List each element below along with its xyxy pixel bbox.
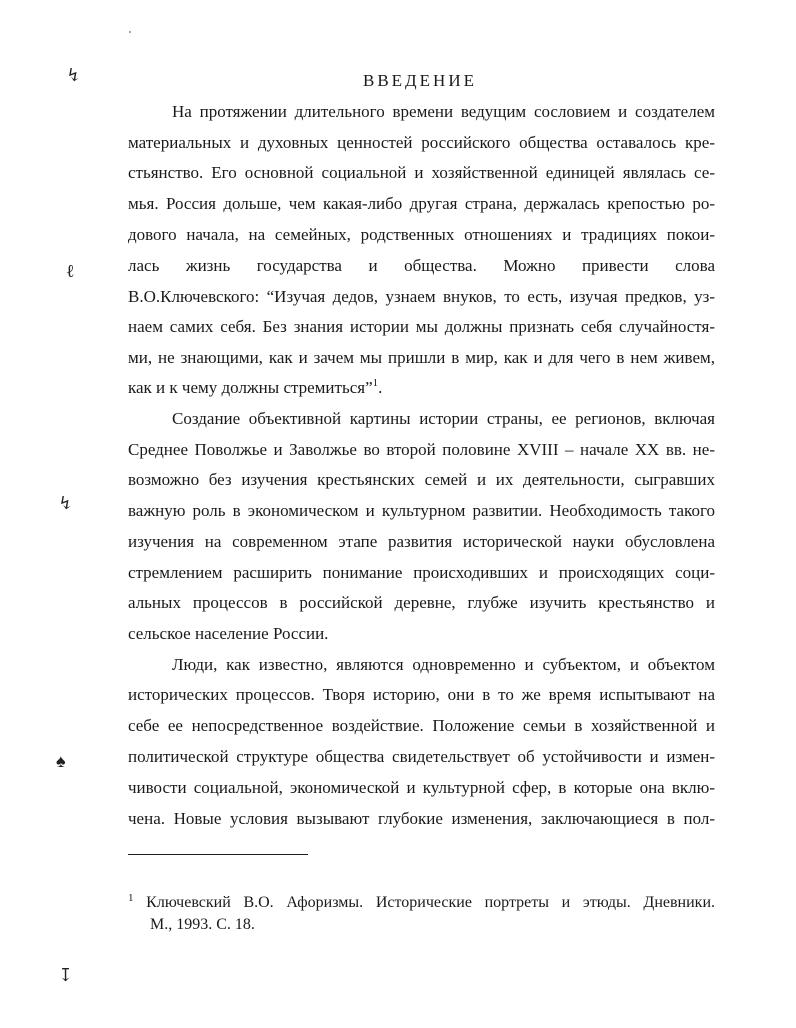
text-line: [128, 377, 382, 399]
margin-mark: ♠: [56, 751, 66, 771]
margin-mark: ↧: [58, 965, 74, 985]
text-line: возможно без изучения крестьянских семей и их деятельности, сыгравших: [128, 470, 715, 489]
text-line: мья. Россия дольше, чем какая-либо другая страна, держалась крепостью ро-: [128, 194, 715, 213]
footnote-text: Ключевский В.О. Афоризмы. Исторические портреты и этюды. Дневники.: [146, 894, 716, 911]
text-line: Люди, как известно, являются одновременно и субъектом, и объектом: [172, 655, 715, 674]
footnote-number: 1: [128, 892, 134, 904]
margin-mark: ↯: [66, 65, 82, 85]
footnote-reference: 1: [372, 377, 379, 389]
text-line: лась жизнь государства и общества. Можно привести слова: [128, 256, 715, 275]
footnote: [128, 893, 715, 913]
text-line: стремлением расширить понимание происходивших и происходящих соци-: [128, 563, 715, 582]
text-line: На протяжении длительного времени ведущим сословием и создателем: [172, 102, 715, 121]
text-line: сельское население России.: [128, 624, 329, 643]
text-line: политической структуре общества свидетельствует об устойчивости и измен-: [128, 747, 715, 766]
margin-mark: ℓ: [66, 261, 75, 281]
text-line: изучения на современном этапе развития исторической науки обусловлена: [128, 532, 715, 551]
text-line: чивости социальной, экономической и культурной сфер, в которые она вклю-: [128, 778, 715, 797]
text-line-content: как и к чему должны стремиться”: [128, 378, 373, 397]
text-line: Среднее Поволжье и Заволжье во второй половине XVIII – начале XX вв. не-: [128, 440, 715, 459]
text-line: дового начала, на семейных, родственных отношениях и традициях покои-: [128, 225, 715, 244]
scan-speck: [129, 31, 131, 33]
text-line: себе ее непосредственное воздействие. Положение семьи в хозяйственной и: [128, 716, 715, 735]
page-title: ВВЕДЕНИЕ: [363, 71, 477, 90]
text-line: В.О.Ключевского: “Изучая дедов, узнаем внуков, то есть, изучая предков, уз-: [128, 287, 715, 306]
text-line: исторических процессов. Творя историю, они в то же время испытывают на: [128, 685, 715, 704]
text-line: наем самих себя. Без знания истории мы должны признать себя случайностя-: [128, 317, 715, 336]
footnote-divider: [128, 854, 308, 855]
text-line: важную роль в экономическом и культурном развитии. Необходимость такого: [128, 501, 715, 520]
text-line: Создание объективной картины истории страны, ее регионов, включая: [172, 409, 715, 428]
text-line: материальных и духовных ценностей российского общества оставалось кре-: [128, 133, 715, 152]
text-line: ми, не знающими, как и зачем мы пришли в мир, как и для чего в нем живем,: [128, 348, 715, 367]
text-line: стьянство. Его основной социальной и хозяйственной единицей являлась се-: [128, 163, 715, 182]
sentence-end: .: [378, 378, 383, 397]
footnote-continuation: М., 1993. С. 18.: [150, 916, 255, 933]
text-line: альных процессов в российской деревне, глубже изучить крестьянство и: [128, 593, 715, 612]
margin-mark: ↯: [58, 493, 74, 513]
text-line: чена. Новые условия вызывают глубокие изменения, заключающиеся в пол-: [128, 809, 715, 828]
